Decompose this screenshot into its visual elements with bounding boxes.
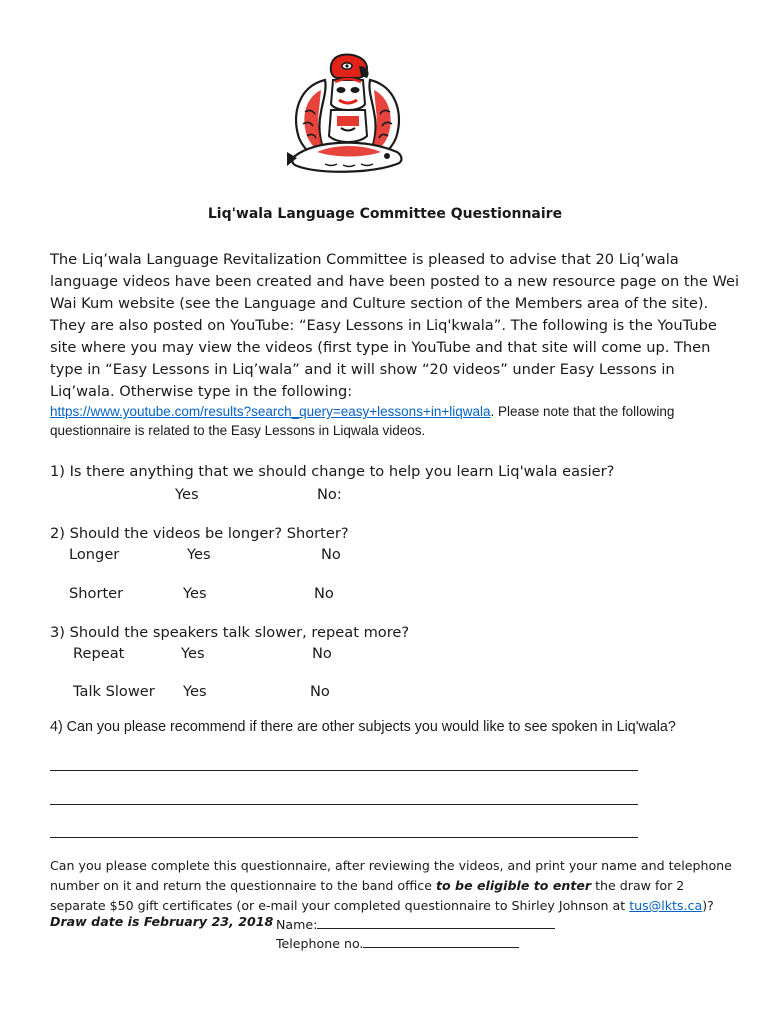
question-3: 3) Should the speakers talk slower, repeat more?	[50, 624, 410, 641]
footer-emphasis: to be eligible to enter	[436, 878, 592, 893]
q3-row-label: Repeat	[73, 645, 125, 662]
phone-label: Telephone no.	[276, 936, 364, 951]
q1-yes-option[interactable]: Yes	[175, 486, 199, 503]
face-figure	[331, 80, 365, 110]
answer-line-3[interactable]	[50, 837, 638, 838]
link-note: . Please note that the following questionnaire is related to the Easy Lessons in Liqwala videos.	[50, 404, 675, 438]
q2-shorter-yes-option[interactable]: Yes	[183, 585, 207, 602]
q2-row-label: Shorter	[69, 585, 124, 602]
q2-shorter-no-option[interactable]: No	[314, 585, 334, 602]
footer-text-3: )?	[702, 898, 714, 913]
link-paragraph	[50, 402, 740, 440]
q1-no-option[interactable]: No:	[317, 486, 342, 503]
name-blank-line[interactable]	[317, 914, 555, 929]
intro-paragraph: The Liq’wala Language Revitalization Committee is pleased to advise that 20 Liq’wala language videos have been created and have been posted to a new resource page on the Wei Wai Kum website (see the Language and Culture section of the Members area of the site). They are also posted on YouTube: “Easy Lessons in Liq'kwala”. The following is the YouTube site where you may view the videos (first type in YouTube and that site will come up. Then type in “Easy Lessons in Liq’wala” and it will show “20 videos” under Easy Lessons in Liq’wala. Otherwise type in the following:	[50, 251, 740, 400]
email-link[interactable]: tus@lkts.ca	[629, 898, 703, 913]
footer-text-2: the draw for 2 separate $50 gift certificates (or e-mail your completed questionnaire to Shirley Johnson at	[50, 878, 685, 913]
question-4: 4) Can you please recommend if there are other subjects you would like to see spoken in Liq'wala?	[50, 719, 676, 735]
answer-line-2[interactable]	[50, 804, 638, 805]
answer-line-1[interactable]	[50, 770, 638, 771]
name-field[interactable]	[276, 914, 555, 932]
q2-row-label: Longer	[69, 546, 120, 563]
phone-field[interactable]	[276, 933, 519, 951]
footer-text-1: Can you please complete this questionnaire, after reviewing the videos, and print your name and telephone number on it and return the questionnaire to the band office	[50, 858, 732, 893]
page-title: Liq'wala Language Committee Questionnaire	[207, 206, 563, 222]
footer-paragraph	[50, 856, 740, 916]
q3-repeat-yes-option[interactable]: Yes	[181, 645, 205, 662]
q3-row-label: Talk Slower	[73, 683, 155, 700]
q2-longer-no-option[interactable]: No	[321, 546, 341, 563]
draw-date: Draw date is February 23, 2018	[50, 914, 274, 929]
q2-longer-yes-option[interactable]: Yes	[187, 546, 211, 563]
crest-logo	[285, 52, 410, 180]
q3-repeat-no-option[interactable]: No	[312, 645, 332, 662]
question-2: 2) Should the videos be longer? Shorter?	[50, 525, 349, 542]
q3-slower-yes-option[interactable]: Yes	[183, 683, 207, 700]
q3-slower-no-option[interactable]: No	[310, 683, 330, 700]
youtube-link[interactable]: https://www.youtube.com/results?search_query=easy+lessons+in+liqwala	[50, 404, 491, 419]
phone-blank-line[interactable]	[363, 933, 519, 948]
question-1: 1) Is there anything that we should change to help you learn Liq'wala easier?	[50, 463, 615, 480]
name-label: Name:	[276, 917, 318, 932]
